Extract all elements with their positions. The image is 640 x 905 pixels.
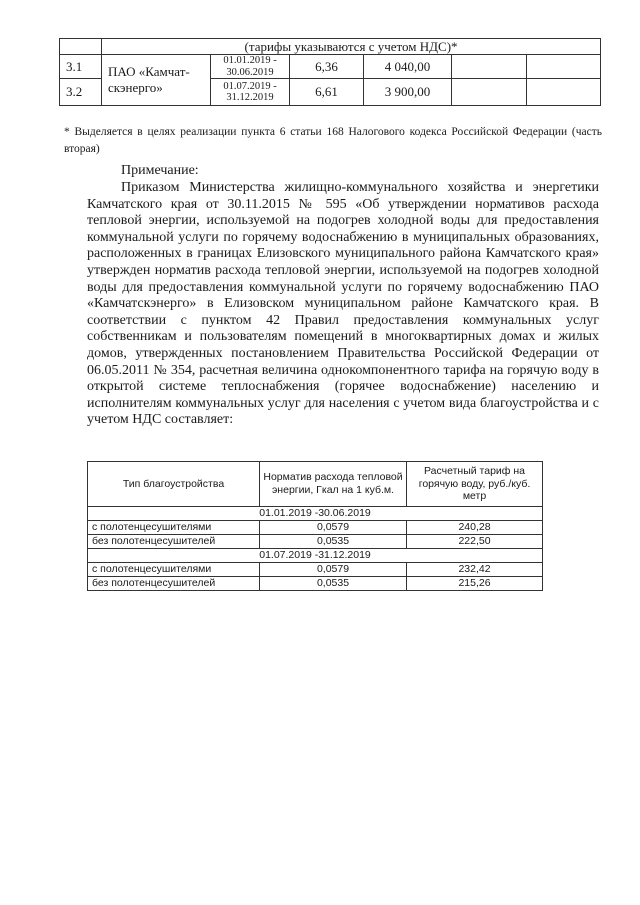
improvement-type: без полотенцесушителей: [88, 535, 260, 549]
table-row: [88, 521, 543, 535]
period-label: 01.01.2019 -30.06.2019: [88, 507, 543, 521]
table-row: [88, 563, 543, 577]
tariff-value: 222,50: [407, 535, 543, 549]
header-type: Тип благоустройства: [88, 462, 260, 507]
header-tariff: Расчетный тариф на горячую воду, руб./куб. метр: [407, 462, 543, 507]
tariff-value: 232,42: [407, 563, 543, 577]
value-one: 6,61: [290, 79, 364, 106]
improvement-type: с полотенцесушителями: [88, 563, 260, 577]
tariff-value: 240,28: [407, 521, 543, 535]
value-one: 6,36: [290, 55, 364, 79]
note-heading: Примечание:: [121, 163, 199, 178]
improvement-type: без полотенцесушителей: [88, 577, 260, 591]
header-norm: Норматив расхода тепловой энергии, Гкал на 1 куб.м.: [260, 462, 407, 507]
footnote: * Выделяется в целях реализации пункта 6 статьи 168 Налогового кодекса Российской Федерации (часть вторая): [64, 126, 602, 155]
note-body: Приказом Министерства жилищно-коммунального хозяйства и энергетики Камчатского края от 30.11.2015 № 595 «Об утверждении нормативов расхода тепловой энергии, используемой на подогрев холодной воды для предоставления коммунальной услуги по горячему водоснабжению в муниципальных образованиях, расположенных в границах Елизовского муниципального района Камчатского края» утвержден норматив расхода тепловой энергии, используемой на подогрев холодной воды для предоставления коммунальной услуги по горячему водоснабжению ПАО «Камчатскэнерго» в Елизовском муниципальном районе Камчатского края. В соответствии с пунктом 42 Правил предоставления коммунальных услуг собственникам и пользователям помещений в многоквартирных домах и жилых домов, утвержденных постановлением Правительства Российской Федерации от 06.05.2011 № 354, расчетная величина однокомпонентного тарифа на горячую воду в открытой системе теплоснабжения (горячее водоснабжение) населению и исполнителям коммунальных услуг для населения с учетом вида благоустройства и с учетом НДС составляет:: [87, 180, 599, 428]
table-row: [88, 535, 543, 549]
row-number: 3.2: [60, 79, 102, 106]
period-label: 01.07.2019 -31.12.2019: [88, 549, 543, 563]
period: 01.07.2019 - 31.12.2019: [211, 79, 290, 106]
period: 01.01.2019 - 30.06.2019: [211, 55, 290, 79]
tariff-note: (тарифы указываются с учетом НДС)*: [102, 39, 601, 55]
tariff-note-row: [60, 39, 601, 55]
table-row: [88, 577, 543, 591]
improvement-type: с полотенцесушителями: [88, 521, 260, 535]
table-header-row: [88, 462, 543, 507]
norm-value: 0,0579: [260, 563, 407, 577]
norm-value: 0,0535: [260, 535, 407, 549]
period-row: [88, 549, 543, 563]
hot-water-tariff-table: [87, 461, 543, 591]
value-two: 3 900,00: [364, 79, 452, 106]
norm-value: 0,0535: [260, 577, 407, 591]
tariff-value: 215,26: [407, 577, 543, 591]
tariff-table: [59, 38, 601, 106]
value-two: 4 040,00: [364, 55, 452, 79]
norm-value: 0,0579: [260, 521, 407, 535]
period-row: [88, 507, 543, 521]
row-number: 3.1: [60, 55, 102, 79]
organization-name: ПАО «Камчат-скэнерго»: [102, 55, 211, 106]
table-row: [60, 55, 601, 79]
